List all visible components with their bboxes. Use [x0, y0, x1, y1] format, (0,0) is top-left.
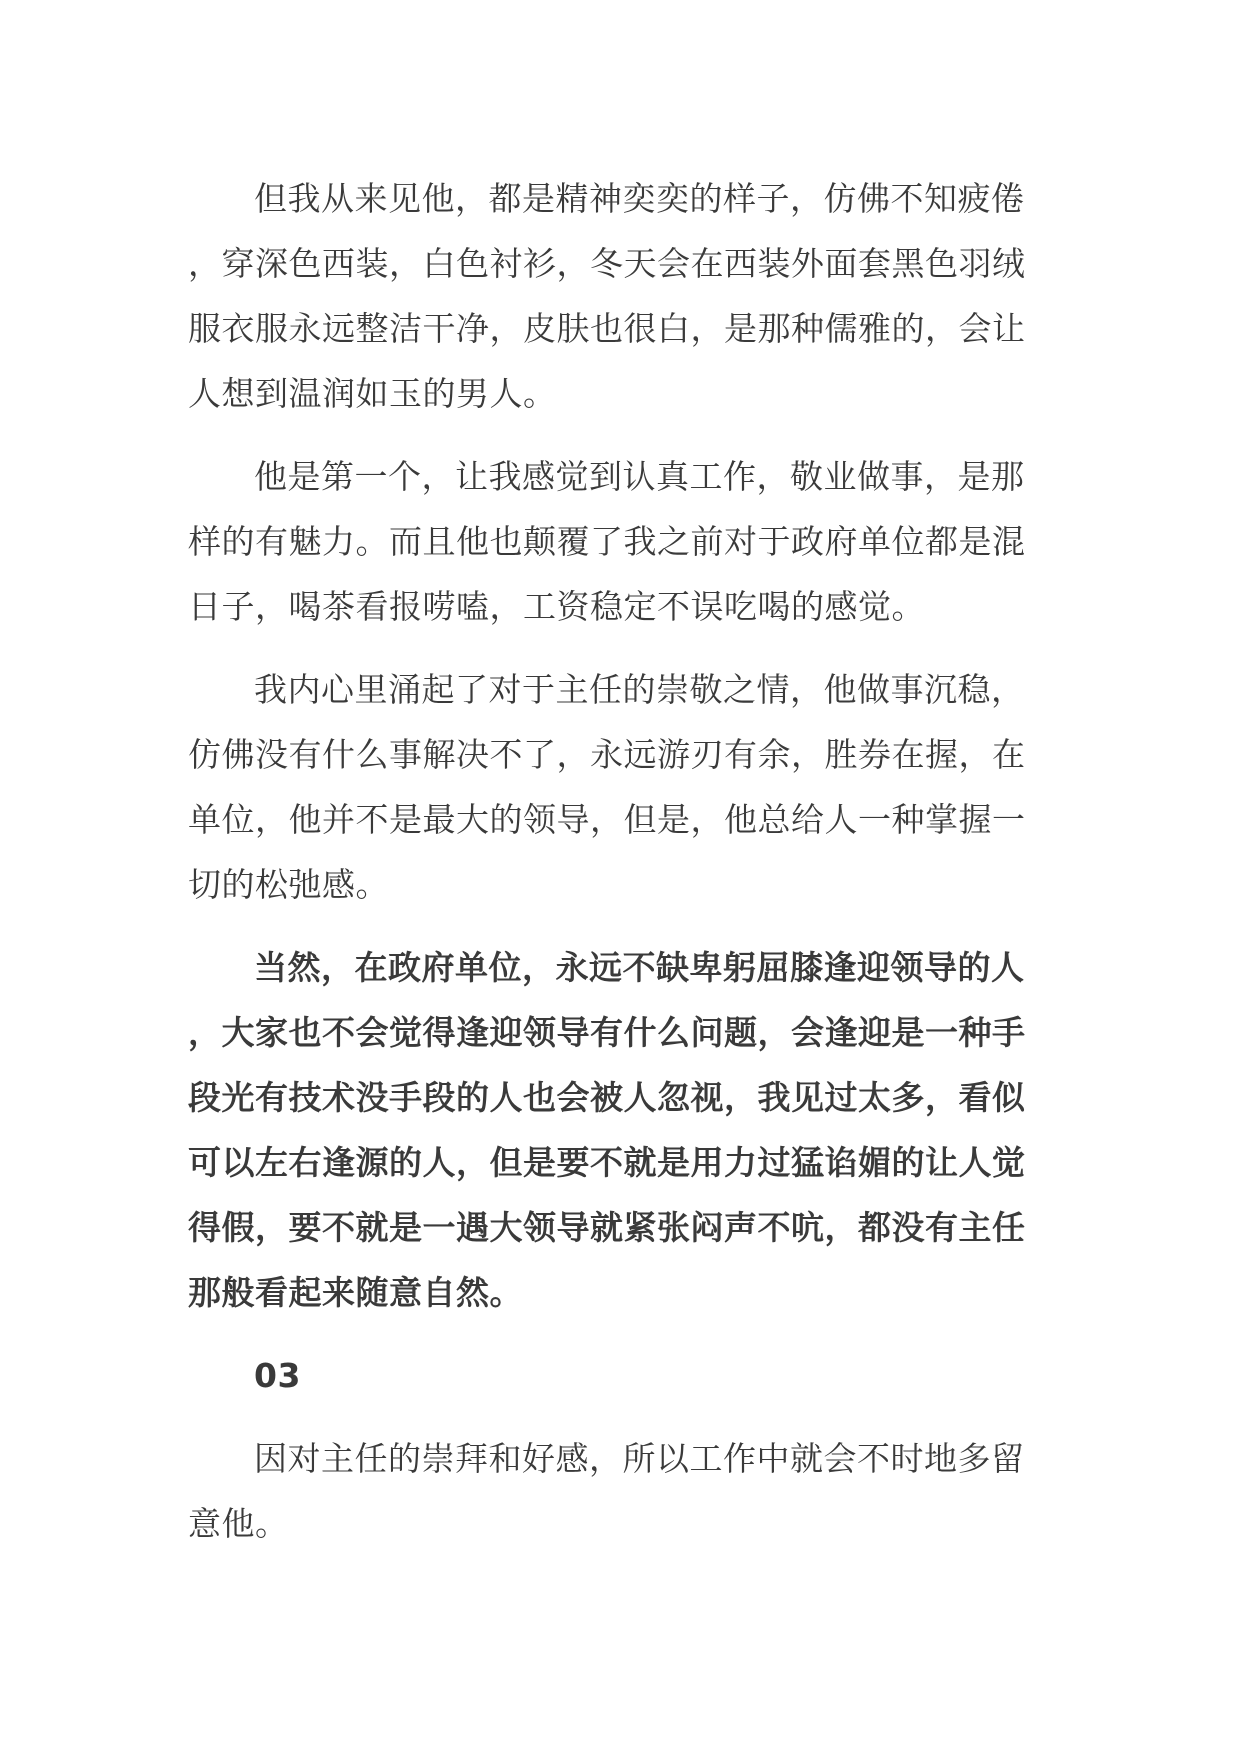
paragraph-flattery-bold: 当然，在政府单位，永远不缺卑躬屈膝逢迎领导的人，大家也不会觉得逢迎领导有什么问题，会逢迎是一种手段光有技术没手段的人也会被人忽视，我见过太多，看似可以左右逢源的人，但是要不就是用力过猛谄媚的让人觉得假，要不就是一遇大领导就紧张闷声不吭，都没有主任那般看起来随意自然。: [188, 948, 1026, 1312]
paragraph-admiration: 因对主任的崇拜和好感，所以工作中就会不时地多留意他。: [188, 1439, 1025, 1543]
section-number-heading: 03: [254, 1356, 301, 1395]
paragraph-appearance: 但我从来见他，都是精神奕奕的样子，仿佛不知疲倦，穿深色西装，白色衬衫，冬天会在西装外面套黑色羽绒服衣服永远整洁干净，皮肤也很白，是那种儒雅的，会让人想到温润如玉的男人。: [188, 179, 1026, 413]
paragraph-respect: 我内心里涌起了对于主任的崇敬之情，他做事沉稳，仿佛没有什么事解决不了，永远游刃有余，胜券在握，在单位，他并不是最大的领导，但是，他总给人一种掌握一切的松弛感。: [188, 670, 1026, 904]
article-body: [188, 166, 1054, 1574]
paragraph-charm: 他是第一个，让我感觉到认真工作，敬业做事，是那样的有魅力。而且他也颠覆了我之前对于政府单位都是混日子，喝茶看报唠嗑，工资稳定不误吃喝的感觉。: [188, 457, 1026, 626]
